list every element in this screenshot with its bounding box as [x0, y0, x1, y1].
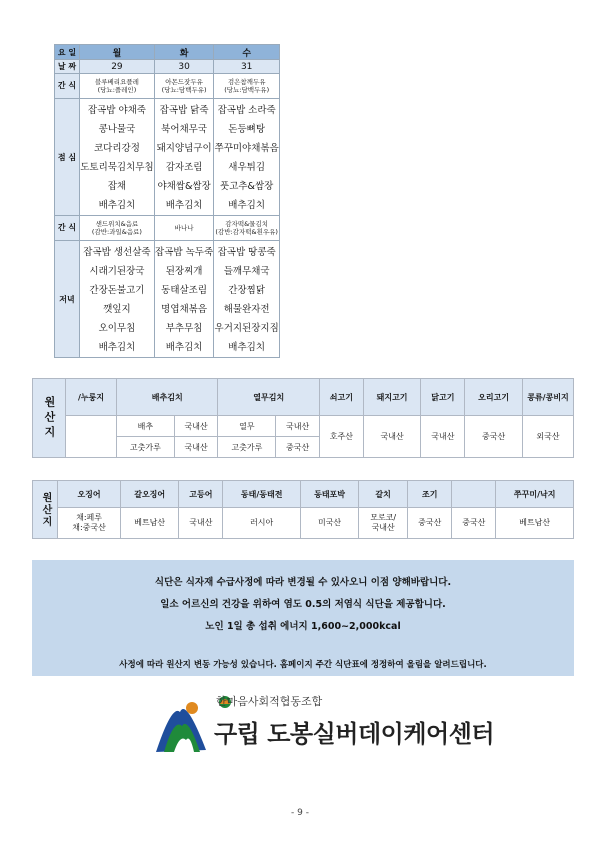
snack-note: (당뇨:담백두유) [161, 86, 207, 94]
meal-item: 배추김치 [98, 200, 136, 211]
origin-header-row [33, 379, 574, 416]
meal-cell [214, 99, 280, 216]
origin-side-label: 원산지 [33, 481, 58, 539]
origin-header: 닭고기 [421, 379, 465, 416]
origin-header: 갈치 [359, 481, 408, 508]
origin-header: 오징어 [58, 481, 121, 508]
origin-header: 동태포박 [300, 481, 358, 508]
meal-item: 새우튀김 [228, 162, 266, 173]
center-name: 구립 도봉실버데이케어센터 [214, 720, 495, 748]
snack-cell [154, 216, 213, 241]
notice-line: 일소 어르신의 건강을 위하여 염도 0.5의 저염식 식단을 제공합니다. [160, 599, 446, 610]
snack-cell [80, 216, 155, 241]
origin-cell: 고춧가루 [218, 437, 276, 458]
meal-item: 풋고추&쌈장 [220, 181, 274, 192]
snack-note: (당뇨:플레인) [97, 86, 137, 94]
origin-header: 열무김치 [218, 379, 319, 416]
meal-item: 간장돈불고기 [89, 285, 145, 296]
origin-header: 고등어 [179, 481, 223, 508]
origin-row [33, 508, 574, 539]
snack-cell [80, 74, 155, 99]
meal-item: 콩나물국 [98, 124, 136, 135]
origin-header-row [33, 481, 574, 508]
meal-item: 잡곡밥 녹두죽 [155, 247, 214, 258]
origin-cell: 채:페루 채:중국산 [58, 508, 121, 539]
origin-header: 돼지고기 [363, 379, 421, 416]
snack-item: 감자떡&물김치 [225, 220, 269, 228]
origin-cell: 중국산 [408, 508, 452, 539]
snack-note: (감반:감자떡&흰우유) [215, 228, 278, 236]
origin-table-meat [32, 378, 574, 458]
snack-note: (당뇨:담백두유) [224, 86, 270, 94]
origin-cell: 국내산 [174, 416, 218, 437]
meal-item: 잡채 [107, 181, 127, 192]
origin-side-label: 원산지 [33, 379, 66, 458]
origin-cell: 러시아 [223, 508, 301, 539]
origin-cell: 외국산 [523, 416, 574, 458]
snack-cell [214, 216, 280, 241]
origin-cell: 중국산 [452, 508, 496, 539]
meal-item: 들깨무채국 [223, 266, 270, 277]
page-number: - 9 - [291, 808, 309, 818]
notice-line: 식단은 식자재 수급사정에 따라 변경될 수 있사오니 이점 양해바랍니다. [154, 577, 452, 588]
origin-cell: 국내산 [363, 416, 421, 458]
origin-header: /누룽지 [66, 379, 117, 416]
meal-item: 감자조림 [165, 162, 203, 173]
meal-item: 배추김치 [228, 200, 266, 211]
meal-item: 야채쌈&쌈장 [157, 181, 211, 192]
snack-label: 간 식 [55, 74, 80, 99]
menu-date-row [55, 60, 280, 74]
meal-item: 쭈꾸미야채볶음 [214, 143, 279, 154]
origin-cell: 배추 [117, 416, 175, 437]
snack-label: 간 식 [55, 216, 80, 241]
meal-item: 잡곡밥 닭죽 [159, 105, 209, 116]
meal-item: 잡곡밥 소라죽 [217, 105, 276, 116]
snack-item: 샌드위치&음료 [95, 220, 139, 228]
origin-header: 쇠고기 [319, 379, 363, 416]
meal-item: 동태살조림 [161, 285, 208, 296]
notice-line: 사정에 따라 원산지 변동 가능성 있습니다. 홈페이지 주간 식단표에 정정하여 올림을 알려드립니다. [119, 660, 487, 670]
date-cell: 29 [80, 60, 155, 74]
origin-header: 갈오징어 [121, 481, 179, 508]
origin-header: 쭈꾸미/낙지 [496, 481, 574, 508]
snack-cell [154, 74, 213, 99]
meal-item: 돈등뼈탕 [228, 124, 266, 135]
meal-item: 북어채무국 [161, 124, 208, 135]
origin-cell: 고춧가루 [117, 437, 175, 458]
meal-cell [80, 241, 155, 358]
meal-item: 오이무침 [98, 323, 136, 334]
org-name: 한마음사회적협동조합 [216, 695, 323, 708]
day-cell: 수 [214, 45, 280, 60]
date-cell: 31 [214, 60, 280, 74]
origin-header: 동태/동태전 [223, 481, 301, 508]
origin-cell: 중국산 [276, 437, 320, 458]
origin-table-seafood [32, 480, 574, 539]
origin-header [452, 481, 496, 508]
snack-item: 블루베리요플레 [94, 78, 139, 86]
meal-item: 도토리묵김치무침 [80, 162, 154, 173]
meal-item: 우거지된장지짐 [214, 323, 279, 334]
mountain-logo-icon [156, 702, 206, 752]
date-cell: 30 [154, 60, 213, 74]
origin-row [33, 416, 574, 437]
snack-item: 검은참깨두유 [227, 78, 266, 86]
meal-item: 깻잎지 [103, 304, 131, 315]
origin-header: 배추김치 [117, 379, 218, 416]
meal-cell [154, 241, 213, 358]
origin-cell: 열무 [218, 416, 276, 437]
meal-item: 부추무침 [165, 323, 203, 334]
meal-item: 시래기된장국 [89, 266, 145, 277]
meal-cell [80, 99, 155, 216]
origin-cell: 호주산 [319, 416, 363, 458]
dinner-row [55, 241, 280, 358]
menu-header-row [55, 45, 280, 60]
meal-item: 배추김치 [165, 200, 203, 211]
dinner-label: 저녁 [55, 241, 80, 358]
meal-item: 간장찜닭 [228, 285, 266, 296]
meal-item: 명엽채볶음 [161, 304, 208, 315]
snack-cell [214, 74, 280, 99]
meal-item: 돼지양념구이 [156, 143, 212, 154]
origin-cell [66, 416, 117, 458]
meal-item: 잡곡밥 야채죽 [87, 105, 146, 116]
lunch-label: 점 심 [55, 99, 80, 216]
meal-item: 코다리강정 [93, 143, 140, 154]
origin-cell: 베트남산 [121, 508, 179, 539]
afternoon-snack-row [55, 216, 280, 241]
origin-cell: 국내산 [276, 416, 320, 437]
meal-item: 잡곡밥 땅콩죽 [217, 247, 276, 258]
meal-item: 잡곡밥 생선살죽 [83, 247, 151, 258]
origin-cell: 국내산 [179, 508, 223, 539]
date-label: 날 짜 [55, 60, 80, 74]
snack-item: 아몬드잣두유 [165, 78, 203, 86]
origin-header: 오리고기 [465, 379, 523, 416]
notice-line: 노인 1일 총 섭취 에너지 1,600~2,000kcal [205, 621, 401, 632]
meal-item: 된장찌개 [165, 266, 203, 277]
day-cell: 월 [80, 45, 155, 60]
meal-item: 해물완자전 [223, 304, 270, 315]
origin-cell: 국내산 [421, 416, 465, 458]
meal-item: 배추김치 [228, 342, 266, 353]
day-label: 요 일 [55, 45, 80, 60]
origin-header: 조기 [408, 481, 452, 508]
meal-cell [214, 241, 280, 358]
origin-cell: 미국산 [300, 508, 358, 539]
snack-note: (감반:과일&음료) [91, 228, 142, 236]
morning-snack-row [55, 74, 280, 99]
meal-item: 배추김치 [165, 342, 203, 353]
day-cell: 화 [154, 45, 213, 60]
origin-cell: 베트남산 [496, 508, 574, 539]
meal-cell [154, 99, 213, 216]
meal-item: 배추김치 [98, 342, 136, 353]
origin-cell: 국내산 [174, 437, 218, 458]
snack-item: 바나나 [174, 224, 194, 232]
origin-header: 콩류/콩비지 [523, 379, 574, 416]
weekly-menu-table [54, 44, 280, 358]
origin-cell: 중국산 [465, 416, 523, 458]
notice-box [32, 560, 574, 676]
origin-cell: 모로코/ 국내산 [359, 508, 408, 539]
lunch-row [55, 99, 280, 216]
